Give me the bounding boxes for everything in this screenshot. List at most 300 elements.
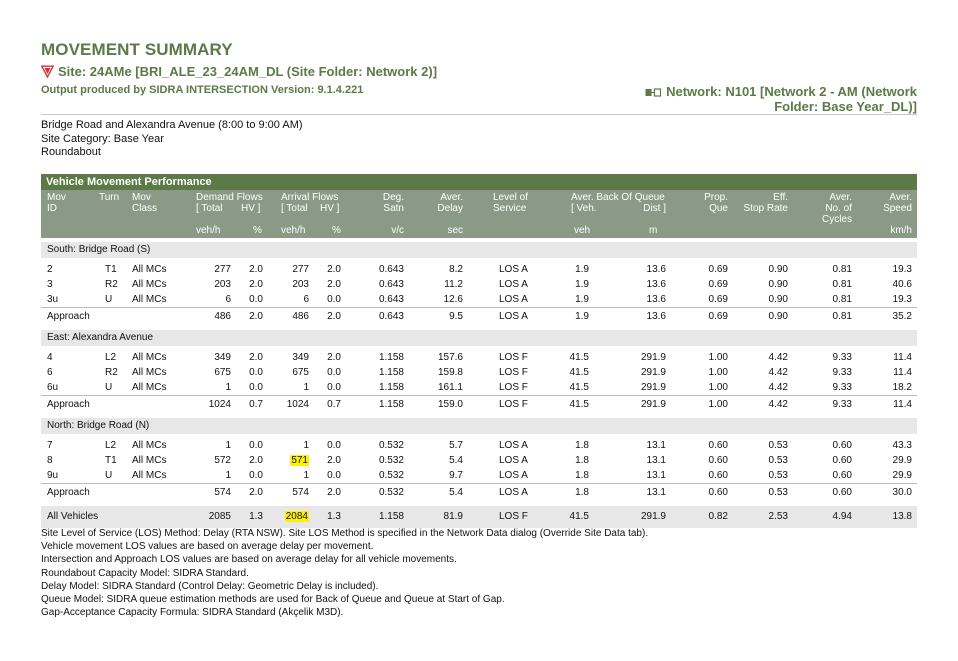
cell-deg (379, 487, 404, 499)
hdr-back-of-queue: Aver. Back Of Queue (571, 192, 665, 203)
hdr-eff-1: Eff. (773, 192, 788, 203)
cell-value: 13.8 (892, 511, 912, 522)
table-title: Vehicle Movement Performance (41, 174, 917, 190)
cell-los (499, 311, 528, 323)
cell-value: 0.643 (378, 279, 404, 290)
cell-dt (214, 352, 231, 364)
hdr-los-1: Level of (493, 192, 529, 203)
cell-value: 19.3 (892, 264, 912, 275)
approach-summary-row (41, 483, 917, 502)
cell-los (499, 294, 528, 306)
approach-summary-row (41, 395, 917, 414)
cell-dist (641, 399, 666, 411)
cell-prop (709, 399, 728, 411)
cell-deg (379, 455, 404, 467)
cell-prop (709, 294, 728, 306)
cell-value: All Vehicles (47, 511, 99, 522)
cell-value: 5.7 (449, 440, 463, 451)
cell-delay (449, 440, 463, 452)
cell-cyc (833, 311, 852, 323)
cell-ahv (327, 470, 341, 482)
cell-value: 0.69 (708, 279, 728, 290)
cell-ahv (327, 511, 341, 523)
cell-value: 277 (214, 264, 231, 275)
cell-value: 9.33 (832, 382, 852, 393)
cell-value: 0.81 (832, 294, 852, 305)
cell-turn (105, 455, 117, 467)
cell-value: 0.81 (832, 311, 852, 322)
unit-delay: sec (447, 225, 463, 236)
cell-eff (769, 440, 788, 452)
cell-delay (449, 455, 463, 467)
cell-deg (379, 470, 404, 482)
cell-dhv (249, 279, 263, 291)
cell-los (499, 455, 528, 467)
cell-spd (893, 279, 912, 291)
unit-queue-dist: m (649, 225, 658, 236)
cell-value: 0.0 (327, 470, 341, 481)
hdr-eff-2: Stop Rate (743, 203, 788, 214)
cell-value: 1 (225, 440, 231, 451)
cell-cyc (833, 279, 852, 291)
cell-value: 9.33 (832, 352, 852, 363)
cell-value: 41.5 (569, 352, 589, 363)
cell-value: 0.0 (249, 382, 263, 393)
cell-los (499, 352, 528, 364)
cell-value: 0.60 (708, 455, 728, 466)
cell-deg (379, 264, 404, 276)
cell-value: 291.9 (640, 352, 666, 363)
highlighted-value: 571 (291, 455, 308, 466)
cell-eff (769, 311, 788, 323)
cell-cyc (833, 487, 852, 499)
cell-dist (641, 352, 666, 364)
cell-eff (769, 264, 788, 276)
cell-value: 203 (214, 279, 231, 290)
cell-cls (132, 440, 166, 452)
cell-value: 0.0 (327, 440, 341, 451)
cell-at (287, 399, 309, 411)
cell-value: 1 (303, 440, 309, 451)
site-name: Site: 24AMe [BRI_ALE_23_24AM_DL (Site Folder: Network 2)] (58, 64, 438, 79)
cell-id (47, 352, 53, 364)
note-delay-model: Delay Model: SIDRA Standard (Control Delay: Geometric Delay is included). (41, 580, 379, 592)
cell-at (292, 367, 309, 379)
cell-prop (709, 367, 728, 379)
cell-value: 0.60 (832, 440, 852, 451)
hdr-speed-2: Speed (883, 203, 912, 214)
cell-value: 43.3 (892, 440, 912, 451)
cell-cls (132, 382, 166, 394)
cell-value: 6 (225, 294, 231, 305)
cell-eff (769, 487, 788, 499)
cell-value: 4.42 (768, 367, 788, 378)
cell-value: 9.33 (832, 399, 852, 410)
cell-value: 0.60 (708, 470, 728, 481)
cell-value: All MCs (132, 367, 167, 378)
cell-eff (769, 294, 788, 306)
site-line (41, 64, 437, 79)
site-control-type: Roundabout (41, 146, 101, 158)
cell-delay (444, 294, 463, 306)
cell-value: 35.2 (892, 311, 912, 322)
cell-dt (225, 294, 231, 306)
cell-dist (647, 440, 666, 452)
cell-deg (379, 440, 404, 452)
cell-veh (575, 264, 589, 276)
cell-eff (769, 352, 788, 364)
cell-id (47, 382, 58, 394)
cell-delay (438, 367, 463, 379)
cell-value: T1 (105, 264, 117, 275)
cell-id (47, 264, 53, 276)
cell-value: 0.60 (832, 470, 852, 481)
cell-spd (893, 311, 912, 323)
movement-performance-table (41, 174, 917, 528)
cell-los (499, 279, 528, 291)
cell-dhv (249, 470, 263, 482)
cell-ahv (327, 382, 341, 394)
hdr-arrival-flows: Arrival Flows (281, 192, 339, 203)
network-icon (645, 88, 661, 97)
cell-value: LOS A (499, 264, 528, 275)
cell-prop (709, 264, 728, 276)
cell-cls (132, 367, 166, 379)
approach-group-header: East: Alexandra Avenue (41, 330, 917, 346)
cell-value: 8 (47, 455, 53, 466)
cell-los (499, 399, 528, 411)
cell-value: 1 (303, 470, 309, 481)
unit-speed: km/h (890, 225, 912, 236)
note-movement-los: Vehicle movement LOS values are based on average delay per movement. (41, 541, 374, 553)
cell-value: 0.60 (832, 487, 852, 498)
cell-value: 291.9 (640, 382, 666, 393)
cell-value: T1 (105, 455, 117, 466)
cell-value: 19.3 (892, 294, 912, 305)
hdr-cycles-3: Cycles (821, 214, 852, 225)
cell-deg (379, 294, 404, 306)
cell-value: All MCs (132, 264, 167, 275)
cell-value: LOS F (499, 367, 528, 378)
cell-value: 574 (292, 487, 309, 498)
cell-turn (105, 470, 112, 482)
cell-value: 2.0 (327, 352, 341, 363)
hdr-cycles-1: Aver. (829, 192, 852, 203)
cell-value: All MCs (132, 279, 167, 290)
site-info (41, 119, 303, 160)
cell-value: LOS A (499, 455, 528, 466)
cell-eff (769, 399, 788, 411)
cell-dt (214, 455, 231, 467)
cell-label (47, 399, 90, 411)
cell-value: 6 (47, 367, 53, 378)
cell-turn (105, 279, 118, 291)
unit-demand-total: veh/h (196, 225, 221, 236)
cell-cyc (833, 382, 852, 394)
cell-value: 2.0 (249, 352, 263, 363)
cell-value: 12.6 (443, 294, 463, 305)
cell-spd (893, 382, 912, 394)
table-header (41, 190, 917, 238)
cell-value: 1.8 (575, 487, 589, 498)
cell-spd (893, 487, 912, 499)
cell-value: 6 (303, 294, 309, 305)
cell-dist (647, 311, 666, 323)
cell-spd (893, 470, 912, 482)
cell-prop (709, 511, 728, 523)
cell-prop (709, 470, 728, 482)
cell-value: 1 (225, 382, 231, 393)
cell-value: 1 (303, 382, 309, 393)
cell-prop (709, 455, 728, 467)
cell-value: 0.90 (768, 279, 788, 290)
cell-cyc (833, 440, 852, 452)
cell-dt (214, 367, 231, 379)
hdr-deg-2: Satn (383, 203, 404, 214)
cell-label (47, 311, 90, 323)
cell-prop (709, 487, 728, 499)
cell-id (47, 455, 53, 467)
cell-cyc (833, 455, 852, 467)
cell-value: 0.7 (327, 399, 341, 410)
cell-dhv (249, 440, 263, 452)
cell-cls (132, 455, 166, 467)
cell-value: 486 (214, 311, 231, 322)
cell-value: 2.0 (327, 311, 341, 322)
cell-value: 0.7 (249, 399, 263, 410)
cell-value: 0.53 (768, 455, 788, 466)
cell-value: 1.00 (708, 399, 728, 410)
cell-cls (132, 264, 166, 276)
cell-eff (769, 382, 788, 394)
notes (41, 527, 648, 619)
cell-veh (575, 470, 589, 482)
cell-los (499, 470, 528, 482)
cell-cyc (833, 511, 852, 523)
cell-dist (647, 470, 666, 482)
cell-delay (449, 487, 463, 499)
network-label (637, 84, 917, 114)
cell-turn (105, 367, 118, 379)
cell-los (499, 487, 528, 499)
cell-value: LOS A (499, 294, 528, 305)
cell-ahv (327, 352, 341, 364)
cell-value: 0.90 (768, 264, 788, 275)
cell-value: 0.0 (249, 367, 263, 378)
cell-value: 161.1 (437, 382, 463, 393)
cell-spd (893, 440, 912, 452)
cell-dhv (249, 352, 263, 364)
note-gap-acceptance: Gap-Acceptance Capacity Formula: SIDRA Standard (Akçelik M3D). (41, 607, 344, 619)
cell-spd (893, 455, 912, 467)
cell-dist (641, 511, 666, 523)
cell-value: 1.8 (575, 470, 589, 481)
cell-cls (132, 352, 166, 364)
table-row (41, 292, 917, 307)
cell-id (47, 367, 53, 379)
cell-delay (444, 511, 463, 523)
cell-value: 157.6 (437, 352, 463, 363)
cell-value: 0.0 (249, 440, 263, 451)
cell-value: 675 (292, 367, 309, 378)
cell-los (499, 511, 528, 523)
hdr-demand-flows: Demand Flows (196, 192, 263, 203)
cell-turn (105, 294, 112, 306)
cell-value: 41.5 (569, 399, 589, 410)
cell-value: 1.9 (575, 294, 589, 305)
cell-value: L2 (105, 440, 117, 451)
cell-dt (225, 440, 231, 452)
cell-value: 159.8 (437, 367, 463, 378)
cell-value: 18.2 (892, 382, 912, 393)
highlighted-value: 2084 (285, 511, 308, 522)
cell-dhv (249, 311, 263, 323)
cell-value: 0.532 (378, 455, 404, 466)
cell-ahv (327, 367, 341, 379)
cell-turn (105, 352, 116, 364)
cell-value: All MCs (132, 440, 167, 451)
site-warning-icon (41, 65, 54, 78)
cell-at (292, 264, 309, 276)
cell-los (499, 382, 528, 394)
cell-value: LOS A (499, 440, 528, 451)
cell-at (290, 455, 309, 467)
cell-value: 0.81 (832, 279, 852, 290)
cell-value: 0.69 (708, 311, 728, 322)
table-row (41, 262, 917, 277)
cell-value: 41.5 (569, 367, 589, 378)
network-line-1: Network: N101 [Network 2 - AM (Network (666, 84, 917, 99)
cell-value: R2 (105, 279, 118, 290)
cell-value: 1.9 (575, 311, 589, 322)
cell-value: 0.81 (832, 264, 852, 275)
unit-demand-hv: % (253, 225, 262, 236)
cell-id (47, 470, 58, 482)
cell-ahv (327, 279, 341, 291)
cell-value: LOS A (499, 311, 528, 322)
cell-dhv (249, 367, 263, 379)
cell-value: 0.532 (378, 470, 404, 481)
cell-veh (570, 352, 589, 364)
cell-value: 29.9 (892, 470, 912, 481)
cell-los (499, 367, 528, 379)
cell-value: 203 (292, 279, 309, 290)
hdr-mov-id-2: ID (47, 203, 57, 214)
unit-arrival-total: veh/h (281, 225, 306, 236)
approach-summary-row (41, 307, 917, 326)
cell-eff (769, 470, 788, 482)
cell-value: 291.9 (640, 399, 666, 410)
cell-dhv (249, 487, 263, 499)
cell-value: 4.42 (768, 352, 788, 363)
cell-value: 1.158 (378, 367, 404, 378)
cell-prop (709, 311, 728, 323)
cell-veh (570, 511, 589, 523)
cell-value: 4.42 (768, 399, 788, 410)
cell-value: 349 (292, 352, 309, 363)
cell-at (292, 279, 309, 291)
cell-value: 1.9 (575, 264, 589, 275)
hdr-delay-2: Delay (437, 203, 463, 214)
cell-value: Approach (47, 311, 90, 322)
cell-value: 8.2 (449, 264, 463, 275)
cell-deg (379, 382, 404, 394)
cell-value: 675 (214, 367, 231, 378)
cell-value: 1 (225, 470, 231, 481)
cell-cyc (833, 470, 852, 482)
cell-value: 11.4 (893, 352, 912, 363)
cell-value: 5.4 (449, 487, 463, 498)
cell-dhv (249, 399, 263, 411)
hdr-demand-total: [ Total (196, 203, 223, 214)
cell-veh (575, 311, 589, 323)
cell-at (292, 311, 309, 323)
cell-value: 0.643 (378, 264, 404, 275)
cell-value: 277 (292, 264, 309, 275)
note-los-method: Site Level of Service (LOS) Method: Delay (RTA NSW). Site LOS Method is specified in the Network Data dialog (Override Site Data tab). (41, 528, 649, 539)
cell-value: 0.82 (708, 511, 728, 522)
cell-at (303, 470, 309, 482)
cell-spd (893, 352, 912, 364)
hdr-los-2: Service (493, 203, 527, 214)
cell-value: 11.4 (893, 399, 912, 410)
approach-group-header: North: Bridge Road (N) (41, 418, 917, 434)
cell-value: 2.0 (327, 264, 341, 275)
cell-value: 3u (47, 294, 59, 305)
note-capacity-model: Roundabout Capacity Model: SIDRA Standard. (41, 567, 249, 579)
unit-arrival-hv: % (332, 225, 341, 236)
cell-label (47, 511, 98, 523)
cell-value: 291.9 (640, 511, 666, 522)
cell-veh (570, 399, 589, 411)
cell-deg (379, 279, 404, 291)
cell-id (47, 294, 58, 306)
cell-delay (438, 382, 463, 394)
cell-value: 0.0 (249, 294, 263, 305)
cell-at (303, 294, 309, 306)
cell-dt (214, 279, 231, 291)
cell-value: 40.6 (892, 279, 912, 290)
table-body (41, 242, 917, 528)
cell-cls (132, 279, 166, 291)
cell-id (47, 279, 53, 291)
cell-veh (575, 440, 589, 452)
cell-spd (893, 294, 912, 306)
table-row (41, 277, 917, 292)
cell-value: 2.0 (327, 487, 341, 498)
cell-value: 41.5 (569, 511, 589, 522)
cell-value: 1.00 (708, 367, 728, 378)
cell-dt (209, 511, 231, 523)
cell-value: 1.8 (575, 455, 589, 466)
table-row (41, 380, 917, 395)
hdr-speed-1: Aver. (889, 192, 912, 203)
cell-at (285, 511, 309, 523)
hdr-queue-dist: Dist ] (643, 203, 666, 214)
cell-label (47, 487, 90, 499)
cell-value: R2 (105, 367, 118, 378)
cell-veh (575, 487, 589, 499)
site-description: Bridge Road and Alexandra Avenue (8:00 to 9:00 AM) (41, 119, 303, 131)
cell-value: 2.0 (249, 487, 263, 498)
cell-value: 30.0 (892, 487, 912, 498)
cell-ahv (327, 264, 341, 276)
cell-spd (893, 264, 912, 276)
cell-value: 2.0 (327, 279, 341, 290)
cell-ahv (327, 487, 341, 499)
cell-delay (444, 279, 463, 291)
cell-value: 2.0 (249, 311, 263, 322)
